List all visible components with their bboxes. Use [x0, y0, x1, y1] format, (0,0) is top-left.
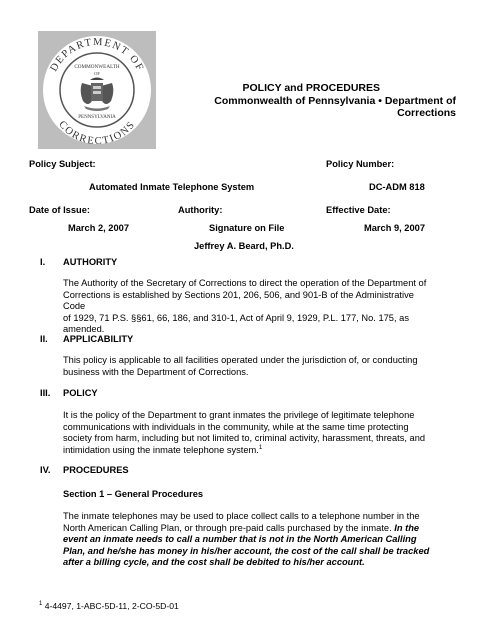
emphasis-line: after a billing cycle, and the cost shall be debited to his/her account.: [63, 557, 365, 568]
paragraph-line: It is the policy of the Department to grant inmates the privilege of legitimate telephone: [63, 410, 415, 420]
paragraph-line-text: intimidation using the inmate telephone system.: [63, 444, 259, 455]
paragraph-line: amended.: [63, 324, 105, 335]
paragraph-line: The inmate telephones may be used to place collect calls to a telephone number in the: [63, 511, 420, 521]
date-of-issue-label: Date of Issue:: [29, 205, 90, 215]
paragraph-line: The Authority of the Secretary of Corrections to direct the operation of the Department of: [63, 278, 427, 288]
subsection-title: Section 1 – General Procedures: [63, 489, 204, 499]
paragraph-line-text: North American Calling Plan, or through pre-paid calls purchased by the inmate.: [63, 522, 395, 533]
policy-paragraph: [63, 410, 435, 456]
footnote: [39, 601, 179, 611]
section-number: III.: [40, 388, 51, 398]
effective-date-value: March 9, 2007: [364, 223, 425, 233]
section-number: IV.: [40, 465, 51, 475]
emphasis-line: event an inmate needs to call a number that is not in the North American Calling: [63, 534, 417, 545]
department-seal: [38, 31, 156, 149]
policy-number-label: Policy Number:: [326, 159, 395, 169]
section-number: I.: [40, 257, 46, 267]
authority-paragraph: [63, 278, 435, 336]
applicability-paragraph: [63, 355, 435, 378]
footnote-mark: 1: [39, 601, 43, 608]
authority-value: Signature on File: [209, 223, 285, 233]
section-title-applicability: APPLICABILITY: [63, 334, 134, 344]
signatory-name: Jeffrey A. Beard, Ph.D.: [194, 241, 294, 251]
authority-label: Authority:: [178, 205, 223, 215]
seal-outer-top: DEPARTMENT OF: [48, 36, 146, 74]
paragraph-line: [63, 445, 435, 457]
document-title: POLICY and PROCEDURES: [242, 82, 380, 94]
section-title-authority: AUTHORITY: [63, 257, 118, 267]
seal-inner-top: COMMONWEALTH: [74, 64, 120, 70]
policy-subject-label: Policy Subject:: [29, 159, 96, 169]
document-subtitle: Commonwealth of Pennsylvania • Department of Corrections: [214, 95, 456, 119]
seal-inner-of: OF: [94, 71, 100, 76]
paragraph-line: communications with individuals in the community, while at the same time protecting: [63, 421, 409, 432]
paragraph-line: Corrections is established by Sections 201, 206, 506, and 901-B of the Administrative Code: [63, 289, 414, 312]
policy-number-value: DC-ADM 818: [369, 182, 425, 192]
section-number: II.: [40, 334, 48, 344]
section-title-procedures: PROCEDURES: [63, 465, 129, 475]
seal-graphic: [38, 31, 156, 149]
effective-date-label: Effective Date:: [326, 205, 391, 215]
procedures-paragraph: [63, 511, 435, 569]
paragraph-line: This policy is applicable to all facilities operated under the jurisdiction of, or conducting: [63, 355, 418, 365]
emphasis-line: Plan, and he/she has money in his/her account, the cost of the call shall be tracked: [63, 545, 430, 556]
paragraph-line: society from harm, including but not limited to, criminal activity, harassment, threats, and: [63, 433, 426, 444]
seal-outer-bottom: CORRECTIONS: [56, 119, 138, 148]
footnote-reference: 1: [258, 444, 263, 451]
seal-inner-bottom: PENNSYLVANIA: [78, 115, 116, 120]
emphasis-text: In the: [394, 522, 420, 533]
footnote-text: 4-4497, 1-ABC-5D-11, 2-CO-5D-01: [42, 601, 179, 611]
policy-subject-value: Automated Inmate Telephone System: [89, 182, 255, 192]
section-title-policy: POLICY: [63, 388, 98, 398]
paragraph-line: of 1929, 71 P.S. §§61, 66, 186, and 310-1, Act of April 9, 1929, P.L. 177, No. 175, as: [63, 312, 409, 323]
paragraph-line: business with the Department of Corrections.: [63, 366, 249, 377]
date-of-issue-value: March 2, 2007: [68, 223, 129, 233]
paragraph-line: [63, 523, 435, 535]
